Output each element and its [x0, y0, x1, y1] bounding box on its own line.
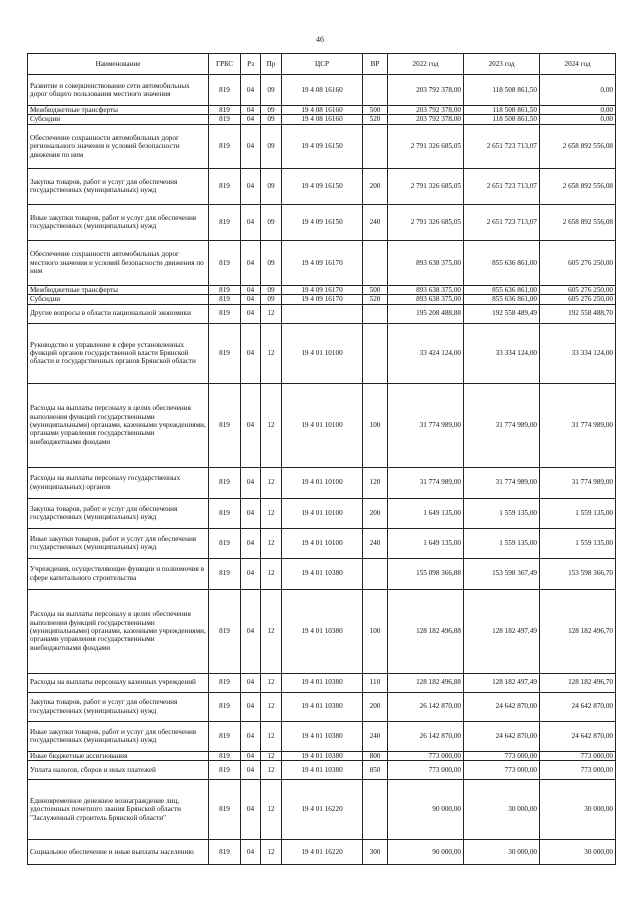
pr-cell: 12	[261, 304, 282, 323]
column-header: Рз	[241, 54, 261, 75]
table-row	[28, 558, 616, 589]
vr-cell	[363, 558, 388, 589]
table-row	[28, 115, 616, 124]
amount-2022-cell: 2 791 326 685,05	[388, 168, 464, 204]
grbs-cell: 819	[209, 204, 241, 240]
amount-2023-cell: 118 508 861,50	[464, 75, 540, 106]
pr-cell: 09	[261, 295, 282, 304]
pr-cell: 12	[261, 761, 282, 780]
vr-cell: 240	[363, 204, 388, 240]
amount-2022-cell: 773 000,00	[388, 751, 464, 760]
amount-2023-cell: 31 774 989,00	[464, 467, 540, 498]
amount-2023-cell: 855 636 861,00	[464, 240, 540, 285]
amount-2023-cell: 30 000,00	[464, 840, 540, 865]
item-name-cell: Иные закупки товаров, работ и услуг для обеспечения государственных (муниципальных) нужд	[28, 721, 209, 751]
grbs-cell: 819	[209, 168, 241, 204]
csr-cell: 19 4 08 16160	[282, 75, 363, 106]
amount-2022-cell: 155 098 366,88	[388, 558, 464, 589]
amount-2022-cell: 2 791 326 685,05	[388, 124, 464, 168]
vr-cell: 110	[363, 673, 388, 692]
rz-cell: 04	[241, 558, 261, 589]
rz-cell: 04	[241, 124, 261, 168]
amount-2024-cell: 24 642 870,00	[540, 692, 616, 721]
vr-cell	[363, 780, 388, 840]
column-header: ВР	[363, 54, 388, 75]
vr-cell: 800	[363, 751, 388, 760]
table-row	[28, 751, 616, 760]
vr-cell	[363, 124, 388, 168]
table-row	[28, 168, 616, 204]
rz-cell: 04	[241, 780, 261, 840]
item-name-cell: Закупка товаров, работ и услуг для обеспечения государственных (муниципальных) нужд	[28, 692, 209, 721]
column-header: Наименование	[28, 54, 209, 75]
amount-2024-cell: 773 000,00	[540, 751, 616, 760]
table-row	[28, 106, 616, 115]
grbs-cell: 819	[209, 304, 241, 323]
vr-cell: 200	[363, 498, 388, 528]
rz-cell: 04	[241, 761, 261, 780]
item-name-cell: Расходы на выплаты персоналу казенных учреждений	[28, 673, 209, 692]
table-row	[28, 383, 616, 467]
grbs-cell: 819	[209, 498, 241, 528]
pr-cell: 12	[261, 673, 282, 692]
table-row	[28, 721, 616, 751]
amount-2024-cell: 31 774 989,00	[540, 383, 616, 467]
table-row	[28, 673, 616, 692]
vr-cell: 300	[363, 840, 388, 865]
vr-cell: 240	[363, 528, 388, 558]
amount-2024-cell: 1 559 135,00	[540, 498, 616, 528]
amount-2022-cell: 773 000,00	[388, 761, 464, 780]
amount-2024-cell: 605 276 250,00	[540, 240, 616, 285]
rz-cell: 04	[241, 323, 261, 383]
grbs-cell: 819	[209, 751, 241, 760]
item-name-cell: Обеспечение сохранности автомобильных дорог регионального значения и условий безопасности движения по ним	[28, 124, 209, 168]
table-row	[28, 240, 616, 285]
item-name-cell: Межбюджетные трансферты	[28, 106, 209, 115]
table-row	[28, 467, 616, 498]
amount-2023-cell: 118 508 861,50	[464, 115, 540, 124]
vr-cell: 100	[363, 589, 388, 673]
table-row	[28, 840, 616, 865]
amount-2022-cell: 1 649 135,00	[388, 498, 464, 528]
pr-cell: 09	[261, 285, 282, 294]
pr-cell: 09	[261, 106, 282, 115]
amount-2024-cell: 2 658 892 556,08	[540, 124, 616, 168]
column-header: 2022 год	[388, 54, 464, 75]
amount-2024-cell: 30 000,00	[540, 780, 616, 840]
amount-2022-cell: 1 649 135,00	[388, 528, 464, 558]
rz-cell: 04	[241, 106, 261, 115]
csr-cell: 19 4 09 16170	[282, 240, 363, 285]
item-name-cell: Уплата налогов, сборов и иных платежей	[28, 761, 209, 780]
vr-cell: 120	[363, 467, 388, 498]
amount-2023-cell: 2 651 723 713,07	[464, 204, 540, 240]
rz-cell: 04	[241, 75, 261, 106]
table-row	[28, 204, 616, 240]
csr-cell: 19 4 01 10100	[282, 528, 363, 558]
item-name-cell: Иные закупки товаров, работ и услуг для обеспечения государственных (муниципальных) нужд	[28, 528, 209, 558]
rz-cell: 04	[241, 498, 261, 528]
csr-cell: 19 4 01 10380	[282, 589, 363, 673]
pr-cell: 09	[261, 115, 282, 124]
rz-cell: 04	[241, 721, 261, 751]
amount-2024-cell: 0,00	[540, 75, 616, 106]
csr-cell: 19 4 08 16160	[282, 115, 363, 124]
grbs-cell: 819	[209, 589, 241, 673]
amount-2024-cell: 192 558 488,70	[540, 304, 616, 323]
amount-2024-cell: 30 000,00	[540, 840, 616, 865]
amount-2024-cell: 153 598 366,70	[540, 558, 616, 589]
amount-2023-cell: 24 642 870,00	[464, 692, 540, 721]
grbs-cell: 819	[209, 780, 241, 840]
vr-cell: 240	[363, 721, 388, 751]
amount-2023-cell: 773 000,00	[464, 761, 540, 780]
item-name-cell: Социальное обеспечение и иные выплаты населению	[28, 840, 209, 865]
grbs-cell: 819	[209, 673, 241, 692]
amount-2024-cell: 605 276 250,00	[540, 285, 616, 294]
amount-2022-cell: 128 182 496,88	[388, 673, 464, 692]
column-header: 2024 год	[540, 54, 616, 75]
csr-cell: 19 4 08 16160	[282, 106, 363, 115]
vr-cell	[363, 323, 388, 383]
grbs-cell: 819	[209, 761, 241, 780]
rz-cell: 04	[241, 589, 261, 673]
item-name-cell: Иные бюджетные ассигнования	[28, 751, 209, 760]
rz-cell: 04	[241, 692, 261, 721]
item-name-cell: Расходы на выплаты персоналу государственных (муниципальных) органов	[28, 467, 209, 498]
amount-2024-cell: 31 774 989,00	[540, 467, 616, 498]
rz-cell: 04	[241, 115, 261, 124]
amount-2023-cell: 31 774 989,00	[464, 383, 540, 467]
csr-cell: 19 4 01 16220	[282, 780, 363, 840]
vr-cell	[363, 304, 388, 323]
pr-cell: 12	[261, 528, 282, 558]
amount-2023-cell: 118 508 861,50	[464, 106, 540, 115]
csr-cell: 19 4 09 16150	[282, 204, 363, 240]
amount-2023-cell: 1 559 135,00	[464, 528, 540, 558]
vr-cell: 200	[363, 692, 388, 721]
pr-cell: 09	[261, 124, 282, 168]
pr-cell: 12	[261, 589, 282, 673]
table-row	[28, 589, 616, 673]
amount-2022-cell: 128 182 496,88	[388, 589, 464, 673]
csr-cell: 19 4 09 16150	[282, 168, 363, 204]
pr-cell: 09	[261, 168, 282, 204]
amount-2022-cell: 893 638 375,00	[388, 240, 464, 285]
amount-2023-cell: 153 598 367,49	[464, 558, 540, 589]
pr-cell: 12	[261, 780, 282, 840]
amount-2022-cell: 31 774 989,00	[388, 383, 464, 467]
amount-2023-cell: 33 334 124,00	[464, 323, 540, 383]
vr-cell: 200	[363, 168, 388, 204]
item-name-cell: Иные закупки товаров, работ и услуг для обеспечения государственных (муниципальных) нужд	[28, 204, 209, 240]
vr-cell	[363, 240, 388, 285]
csr-cell: 19 4 01 10380	[282, 673, 363, 692]
table-row	[28, 761, 616, 780]
amount-2023-cell: 192 558 489,49	[464, 304, 540, 323]
pr-cell: 09	[261, 204, 282, 240]
item-name-cell: Расходы на выплаты персоналу в целях обеспечения выполнения функций государственными (муниципальными) органами, казенными учреждениями, органами управления государственными внебюджетными фондами	[28, 589, 209, 673]
amount-2023-cell: 1 559 135,00	[464, 498, 540, 528]
amount-2022-cell: 203 792 378,00	[388, 115, 464, 124]
amount-2024-cell: 2 658 892 556,08	[540, 168, 616, 204]
vr-cell: 850	[363, 761, 388, 780]
pr-cell: 12	[261, 692, 282, 721]
pr-cell: 12	[261, 751, 282, 760]
budget-table	[27, 53, 616, 865]
item-name-cell: Расходы на выплаты персоналу в целях обеспечения выполнения функций государственными (муниципальными) органами, казенными учреждениями, органами управления государственными внебюджетными фондами	[28, 383, 209, 467]
grbs-cell: 819	[209, 323, 241, 383]
rz-cell: 04	[241, 304, 261, 323]
csr-cell: 19 4 01 10100	[282, 498, 363, 528]
vr-cell: 500	[363, 285, 388, 294]
amount-2023-cell: 855 636 861,00	[464, 295, 540, 304]
csr-cell: 19 4 01 10100	[282, 323, 363, 383]
amount-2022-cell: 26 142 870,00	[388, 721, 464, 751]
table-row	[28, 528, 616, 558]
page-number: 46	[316, 35, 324, 44]
column-header: ЦСР	[282, 54, 363, 75]
grbs-cell: 819	[209, 240, 241, 285]
amount-2022-cell: 26 142 870,00	[388, 692, 464, 721]
pr-cell: 12	[261, 323, 282, 383]
item-name-cell: Учреждения, осуществляющие функции и полномочия в сфере капитального строительства	[28, 558, 209, 589]
amount-2024-cell: 128 182 496,70	[540, 673, 616, 692]
grbs-cell: 819	[209, 558, 241, 589]
amount-2023-cell: 2 651 723 713,07	[464, 124, 540, 168]
csr-cell: 19 4 01 16220	[282, 840, 363, 865]
item-name-cell: Единовременное денежное вознаграждение лиц, удостоенных почетного звания Брянской области "Заслуженный строитель Брянской области"	[28, 780, 209, 840]
rz-cell: 04	[241, 840, 261, 865]
csr-cell: 19 4 01 10380	[282, 751, 363, 760]
csr-cell: 19 4 01 10380	[282, 692, 363, 721]
amount-2022-cell: 90 000,00	[388, 780, 464, 840]
table-row	[28, 295, 616, 304]
grbs-cell: 819	[209, 75, 241, 106]
amount-2024-cell: 128 182 496,70	[540, 589, 616, 673]
csr-cell: 19 4 01 10100	[282, 383, 363, 467]
amount-2022-cell: 195 208 488,88	[388, 304, 464, 323]
amount-2024-cell: 33 334 124,00	[540, 323, 616, 383]
amount-2024-cell: 2 658 892 556,08	[540, 204, 616, 240]
pr-cell: 12	[261, 467, 282, 498]
item-name-cell: Обеспечение сохранности автомобильных дорог местного значения и условий безопасности движения по ним	[28, 240, 209, 285]
item-name-cell: Закупка товаров, работ и услуг для обеспечения государственных (муниципальных) нужд	[28, 168, 209, 204]
csr-cell: 19 4 09 16170	[282, 285, 363, 294]
table-row	[28, 692, 616, 721]
table-row	[28, 323, 616, 383]
pr-cell: 09	[261, 240, 282, 285]
grbs-cell: 819	[209, 124, 241, 168]
grbs-cell: 819	[209, 528, 241, 558]
amount-2024-cell: 0,00	[540, 115, 616, 124]
amount-2024-cell: 605 276 250,00	[540, 295, 616, 304]
column-header: ГРБС	[209, 54, 241, 75]
amount-2022-cell: 33 424 124,00	[388, 323, 464, 383]
amount-2022-cell: 203 792 378,00	[388, 106, 464, 115]
amount-2022-cell: 203 792 378,00	[388, 75, 464, 106]
amount-2023-cell: 855 636 861,00	[464, 285, 540, 294]
csr-cell: 19 4 09 16170	[282, 295, 363, 304]
grbs-cell: 819	[209, 840, 241, 865]
csr-cell: 19 4 01 10100	[282, 467, 363, 498]
vr-cell	[363, 75, 388, 106]
grbs-cell: 819	[209, 115, 241, 124]
table-row	[28, 498, 616, 528]
amount-2024-cell: 24 642 870,00	[540, 721, 616, 751]
amount-2022-cell: 893 638 375,00	[388, 295, 464, 304]
item-name-cell: Межбюджетные трансферты	[28, 285, 209, 294]
pr-cell: 12	[261, 383, 282, 467]
pr-cell: 09	[261, 75, 282, 106]
pr-cell: 12	[261, 721, 282, 751]
rz-cell: 04	[241, 751, 261, 760]
table-row	[28, 304, 616, 323]
item-name-cell: Руководство и управление в сфере установленных функций органов государственной власти Брянской области и государственных органов Брянской области	[28, 323, 209, 383]
header-row	[28, 54, 616, 75]
amount-2022-cell: 90 000,00	[388, 840, 464, 865]
csr-cell: 19 4 09 16150	[282, 124, 363, 168]
csr-cell	[282, 304, 363, 323]
amount-2023-cell: 30 000,00	[464, 780, 540, 840]
vr-cell: 100	[363, 383, 388, 467]
table-row	[28, 780, 616, 840]
item-name-cell: Развитие и совершенствование сети автомобильных дорог общего пользования местного значения	[28, 75, 209, 106]
amount-2023-cell: 773 000,00	[464, 751, 540, 760]
amount-2024-cell: 1 559 135,00	[540, 528, 616, 558]
grbs-cell: 819	[209, 467, 241, 498]
vr-cell: 520	[363, 295, 388, 304]
rz-cell: 04	[241, 240, 261, 285]
item-name-cell: Закупка товаров, работ и услуг для обеспечения государственных (муниципальных) нужд	[28, 498, 209, 528]
rz-cell: 04	[241, 528, 261, 558]
grbs-cell: 819	[209, 106, 241, 115]
item-name-cell: Субсидии	[28, 115, 209, 124]
grbs-cell: 819	[209, 383, 241, 467]
column-header: Пр	[261, 54, 282, 75]
csr-cell: 19 4 01 10380	[282, 558, 363, 589]
item-name-cell: Субсидии	[28, 295, 209, 304]
csr-cell: 19 4 01 10380	[282, 761, 363, 780]
rz-cell: 04	[241, 295, 261, 304]
item-name-cell: Другие вопросы в области национальной экономики	[28, 304, 209, 323]
grbs-cell: 819	[209, 295, 241, 304]
rz-cell: 04	[241, 204, 261, 240]
csr-cell: 19 4 01 10380	[282, 721, 363, 751]
amount-2024-cell: 0,00	[540, 106, 616, 115]
grbs-cell: 819	[209, 692, 241, 721]
vr-cell: 500	[363, 106, 388, 115]
rz-cell: 04	[241, 673, 261, 692]
amount-2023-cell: 128 182 497,49	[464, 589, 540, 673]
rz-cell: 04	[241, 285, 261, 294]
amount-2022-cell: 893 638 375,00	[388, 285, 464, 294]
amount-2022-cell: 2 791 326 685,05	[388, 204, 464, 240]
rz-cell: 04	[241, 467, 261, 498]
table-row	[28, 124, 616, 168]
grbs-cell: 819	[209, 721, 241, 751]
table-row	[28, 285, 616, 294]
amount-2023-cell: 2 651 723 713,07	[464, 168, 540, 204]
amount-2023-cell: 128 182 497,49	[464, 673, 540, 692]
column-header: 2023 год	[464, 54, 540, 75]
pr-cell: 12	[261, 558, 282, 589]
pr-cell: 12	[261, 840, 282, 865]
grbs-cell: 819	[209, 285, 241, 294]
vr-cell: 520	[363, 115, 388, 124]
amount-2024-cell: 773 000,00	[540, 761, 616, 780]
rz-cell: 04	[241, 383, 261, 467]
amount-2022-cell: 31 774 989,00	[388, 467, 464, 498]
rz-cell: 04	[241, 168, 261, 204]
pr-cell: 12	[261, 498, 282, 528]
table-row	[28, 75, 616, 106]
amount-2023-cell: 24 642 870,00	[464, 721, 540, 751]
